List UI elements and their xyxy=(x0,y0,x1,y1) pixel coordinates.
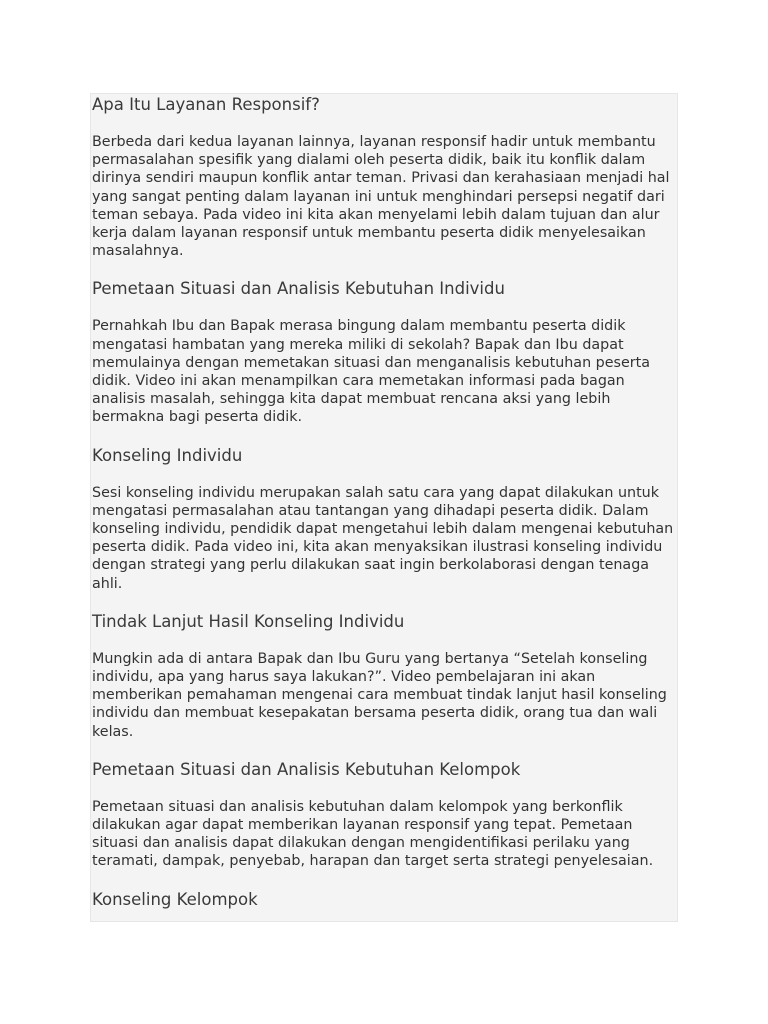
section-paragraph: Mungkin ada di antara Bapak dan Ibu Guru yang bertanya “Setelah konseling individu, apa yang harus saya lakukan?”. Video pembelajaran ini akan memberikan pemahaman mengenai cara membuat tindak lanjut hasil konseling individu dan membuat kesepakatan bersama peserta didik, orang tua dan wali kelas. xyxy=(92,650,667,740)
section-heading: Pemetaan Situasi dan Analisis Kebutuhan Individu xyxy=(92,279,505,299)
section-heading: Apa Itu Layanan Responsif? xyxy=(92,95,320,114)
section-heading: Konseling Individu xyxy=(92,445,243,465)
document-panel xyxy=(90,93,678,922)
section-paragraph: Pernahkah Ibu dan Bapak merasa bingung dalam membantu peserta didik mengatasi hambatan yang mereka miliki di sekolah? Bapak dan Ibu dapat memulainya dengan memetakan situasi dan menganalisis kebutuhan peserta didik. Video ini akan menampilkan cara memetakan informasi pada bagan analisis masalah, sehingga kita dapat membuat rencana aksi yang lebih bermakna bagi peserta didik. xyxy=(92,318,651,426)
section-paragraph: Sesi konseling individu merupakan salah satu cara yang dapat dilakukan untuk mengatasi permasalahan atau tantangan yang dihadapi peserta didik. Dalam konseling individu, pendidik dapat mengetahui lebih dalam mengenai kebutuhan peserta didik. Pada video ini, kita akan menyaksikan ilustrasi konseling individu dengan strategi yang perlu dilakukan saat ingin berkolaborasi dengan tenaga ahli. xyxy=(92,484,674,592)
section-paragraph: Pemetaan situasi dan analisis kebutuhan dalam kelompok yang berkonflik dilakukan agar dapat memberikan layanan responsif yang tepat. Pemetaan situasi dan analisis dapat dilakukan dengan mengidentifikasi perilaku yang teramati, dampak, penyebab, harapan dan target serta strategi penyelesaian. xyxy=(92,798,654,870)
document-content xyxy=(91,94,677,910)
section-heading: Pemetaan Situasi dan Analisis Kebutuhan Kelompok xyxy=(92,759,521,779)
section-heading: Konseling Kelompok xyxy=(92,889,258,909)
section-paragraph: Berbeda dari kedua layanan lainnya, layanan responsif hadir untuk membantu permasalahan spesifik yang dialami oleh peserta didik, baik itu konflik dalam dirinya sendiri maupun konflik antar teman. Privasi dan kerahasiaan menjadi hal yang sangat penting dalam layanan ini untuk menghindari persepsi negatif dari teman sebaya. Pada video ini kita akan menyelami lebih dalam tujuan dan alur kerja dalam layanan responsif untuk membantu peserta didik menyelesaikan masalahnya. xyxy=(92,134,670,260)
section-heading: Tindak Lanjut Hasil Konseling Individu xyxy=(92,611,405,631)
